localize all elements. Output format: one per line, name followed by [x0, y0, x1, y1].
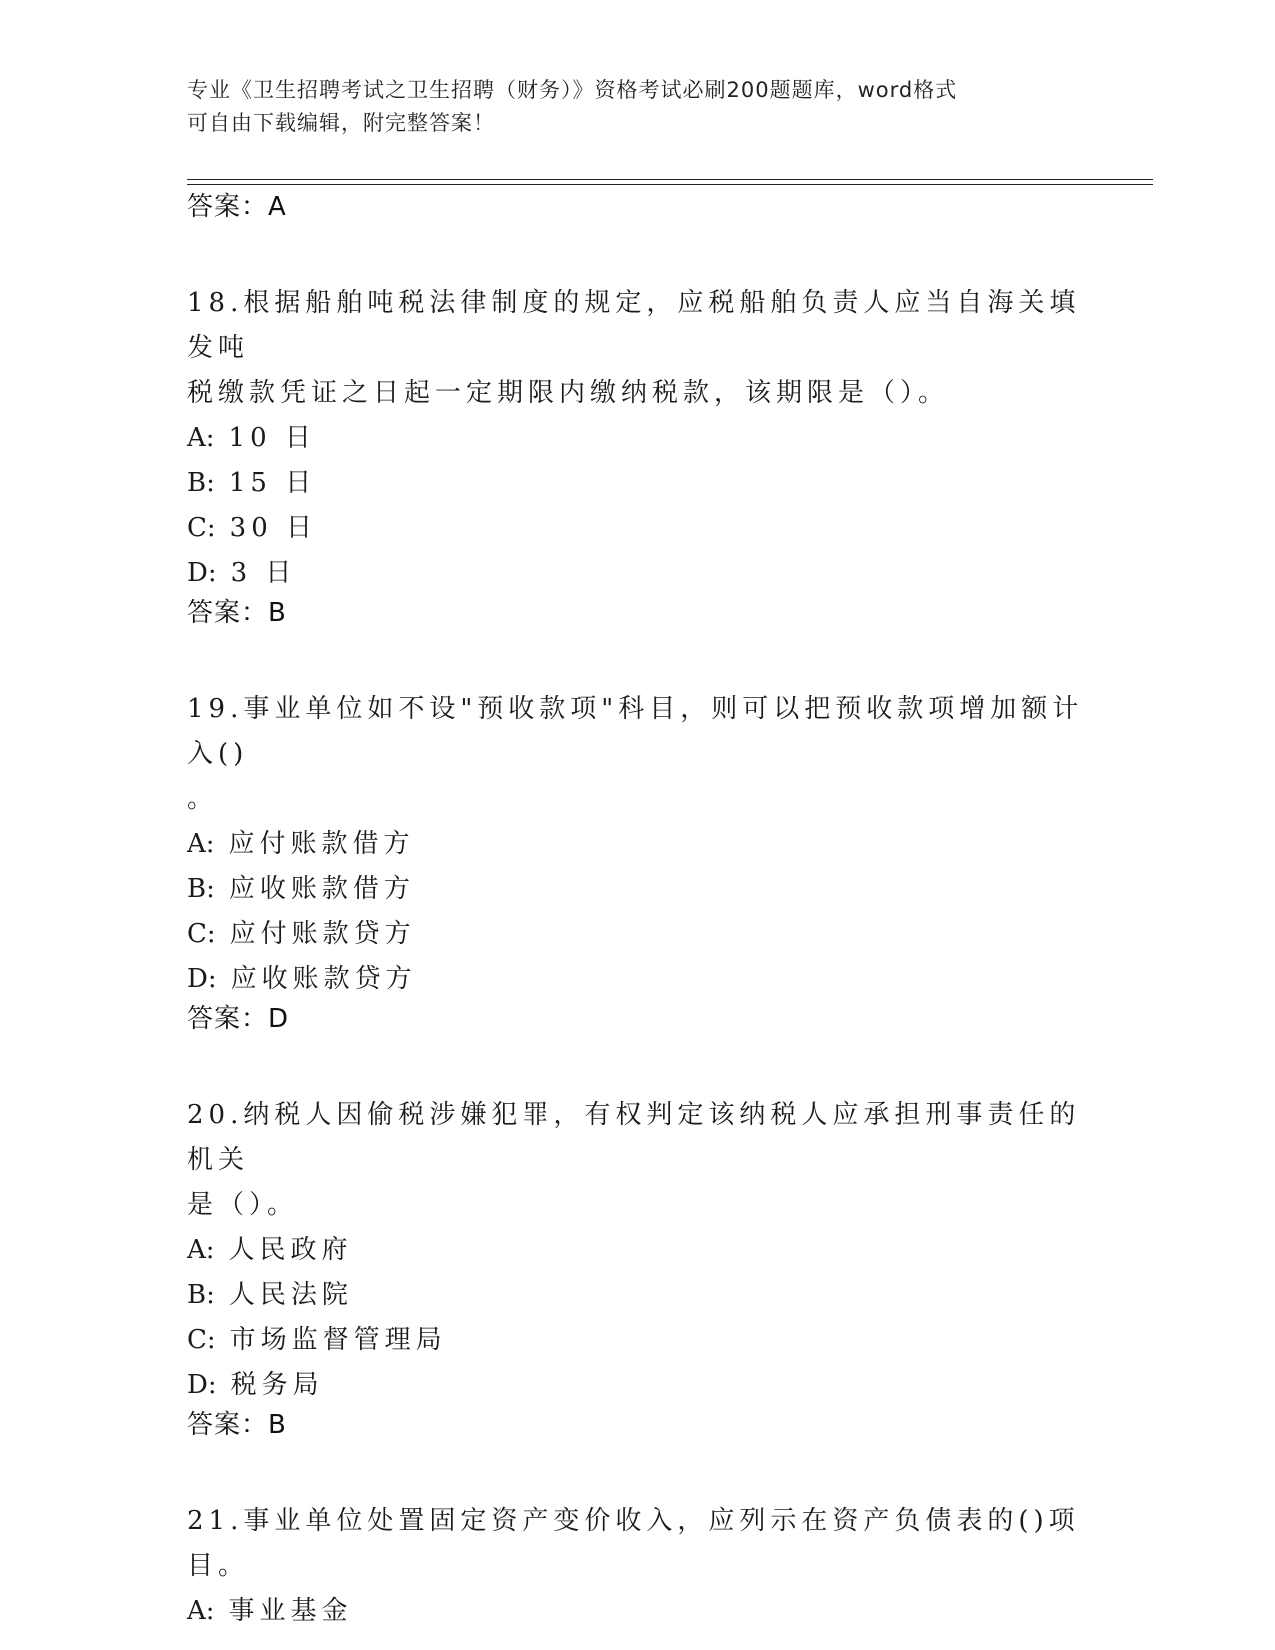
question-stem [187, 1499, 1087, 1589]
option-text: 应收账款贷方 [230, 964, 417, 994]
answer-line: 答案：B [187, 1410, 287, 1440]
option-letter: C: [187, 513, 216, 543]
question-20 [187, 1093, 1087, 1453]
option-b [187, 867, 1087, 912]
option-text: 应付账款贷方 [229, 919, 416, 949]
question-stem-line: 。 [187, 784, 219, 814]
option-letter: B: [187, 468, 215, 498]
question-stem-line: 18.根据船舶吨税法律制度的规定，应税船舶负责人应当自海关填发吨 [187, 288, 1081, 363]
option-a [187, 1589, 1087, 1634]
option-text: 3 日 [230, 558, 297, 588]
question-stem [187, 1093, 1087, 1228]
question-19 [187, 687, 1087, 1047]
option-c [187, 1318, 1087, 1363]
option-b [187, 1273, 1087, 1318]
option-d [187, 551, 1087, 596]
option-a [187, 1228, 1087, 1273]
option-text: 10 日 [228, 423, 316, 453]
document-header [187, 74, 1067, 140]
answer-line: 答案：D [187, 1004, 290, 1034]
option-c [187, 506, 1087, 551]
option-letter: A: [187, 1596, 215, 1626]
option-letter: D: [187, 558, 217, 588]
question-stem-line: 税缴款凭证之日起一定期限内缴纳税款，该期限是（）。 [187, 378, 950, 408]
question-stem [187, 281, 1087, 416]
option-letter: C: [187, 1325, 216, 1355]
option-letter: A: [187, 423, 215, 453]
option-text: 应收账款借方 [228, 874, 415, 904]
question-stem-line: 是（）。 [187, 1190, 299, 1220]
option-text: 人民法院 [228, 1280, 353, 1310]
spacer [187, 1453, 1087, 1499]
option-text: 税务局 [230, 1370, 324, 1400]
spacer [187, 641, 1087, 687]
option-text: 事业基金 [228, 1596, 353, 1626]
previous-answer: 答案：A [187, 192, 287, 222]
answer-line: 答案：B [187, 598, 287, 628]
option-text: 30 日 [229, 513, 318, 543]
option-letter: D: [187, 1370, 217, 1400]
header-divider-top [187, 179, 1153, 180]
option-text: 应付账款借方 [228, 829, 415, 859]
option-letter: B: [187, 1280, 215, 1310]
question-stem-line: 20.纳税人因偷税涉嫌犯罪，有权判定该纳税人应承担刑事责任的机关 [187, 1100, 1081, 1175]
option-letter: A: [187, 829, 215, 859]
header-line-1: 专业《卫生招聘考试之卫生招聘（财务）》资格考试必刷200题题库，word格式 [187, 78, 958, 102]
question-stem-line: 19.事业单位如不设"预收款项"科目，则可以把预收款项增加额计入() [187, 694, 1084, 769]
header-divider-bottom [187, 184, 1153, 185]
option-d [187, 1363, 1087, 1408]
option-b [187, 461, 1087, 506]
option-letter: D: [187, 964, 217, 994]
spacer [187, 1047, 1087, 1093]
option-letter: C: [187, 919, 216, 949]
option-c [187, 912, 1087, 957]
option-a [187, 416, 1087, 461]
question-21 [187, 1499, 1087, 1634]
question-list [187, 190, 1087, 1634]
header-line-2: 可自由下载编辑，附完整答案！ [187, 111, 495, 135]
option-d [187, 957, 1087, 1002]
question-stem [187, 687, 1087, 822]
option-a [187, 822, 1087, 867]
option-text: 人民政府 [228, 1235, 353, 1265]
spacer [187, 235, 1087, 281]
question-stem-line: 21.事业单位处置固定资产变价收入，应列示在资产负债表的()项目。 [187, 1506, 1080, 1581]
option-letter: B: [187, 874, 215, 904]
option-text: 15 日 [228, 468, 317, 498]
option-text: 市场监督管理局 [229, 1325, 447, 1355]
question-18 [187, 281, 1087, 641]
option-letter: A: [187, 1235, 215, 1265]
